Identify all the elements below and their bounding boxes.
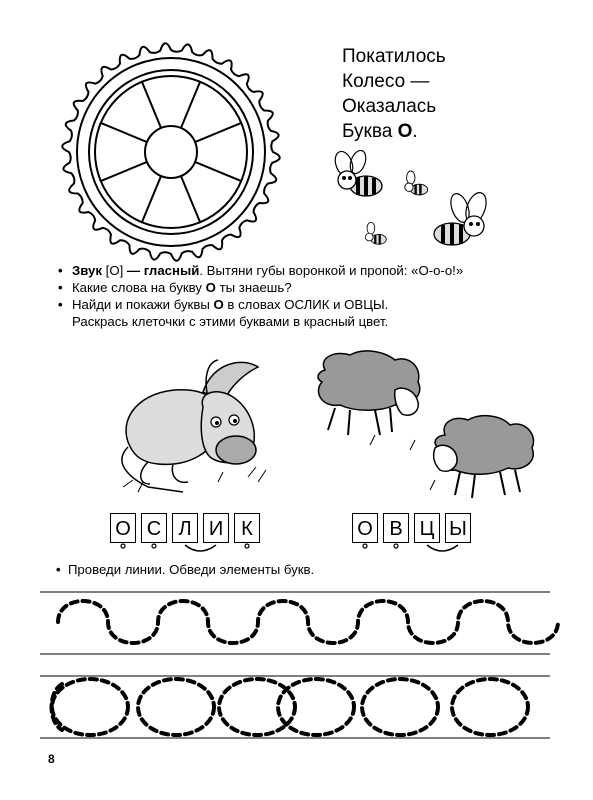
sheep-2 xyxy=(434,416,534,498)
page-number: 8 xyxy=(48,752,55,766)
bullet-2: • Какие слова на букву О ты знаешь? xyxy=(58,280,292,295)
bullet-4: • Проведи линии. Обведи элементы букв. xyxy=(56,562,315,577)
sound-scheme-ovtsy xyxy=(352,543,482,559)
poem-line-4: Буква О. xyxy=(342,121,418,142)
letter-cell[interactable]: И xyxy=(203,513,229,543)
poem xyxy=(342,44,446,144)
letter-cell[interactable]: Ц xyxy=(414,513,440,543)
instructions xyxy=(56,262,556,330)
letter-cell[interactable]: Ы xyxy=(445,513,471,543)
bullet-3: • Найди и покажи буквы О в словах ОСЛИК и ОВЦЫ. xyxy=(58,297,389,312)
letter-cell[interactable]: О xyxy=(110,513,136,543)
poem-line-1: Покатилось xyxy=(342,46,446,67)
bee-icon xyxy=(365,222,386,244)
letter-cell[interactable]: К xyxy=(234,513,260,543)
sheep-illustration xyxy=(310,350,550,505)
wheel-illustration xyxy=(55,36,287,268)
donkey-illustration xyxy=(108,352,278,502)
bee-icon xyxy=(405,171,428,195)
bee-icon xyxy=(434,190,490,245)
bees-illustration xyxy=(322,148,502,258)
letter-cell[interactable]: В xyxy=(383,513,409,543)
bee-icon xyxy=(332,148,382,196)
letter-cell[interactable]: С xyxy=(141,513,167,543)
bullet-1: • Звук [О] — гласный. Вытяни губы воронкой и пропой: «О-о-о!» xyxy=(58,263,464,278)
sound-scheme-oslik xyxy=(110,543,270,559)
sheep-1 xyxy=(318,351,420,435)
letter-cell[interactable]: О xyxy=(352,513,378,543)
tracing-exercises xyxy=(0,580,593,750)
bullet-3-line-2: Раскрась клеточки с этими буквами в красный цвет. xyxy=(72,314,389,329)
letter-cell[interactable]: Л xyxy=(172,513,198,543)
poem-line-2: Колесо — xyxy=(342,71,430,92)
poem-line-3: Оказалась xyxy=(342,96,437,117)
